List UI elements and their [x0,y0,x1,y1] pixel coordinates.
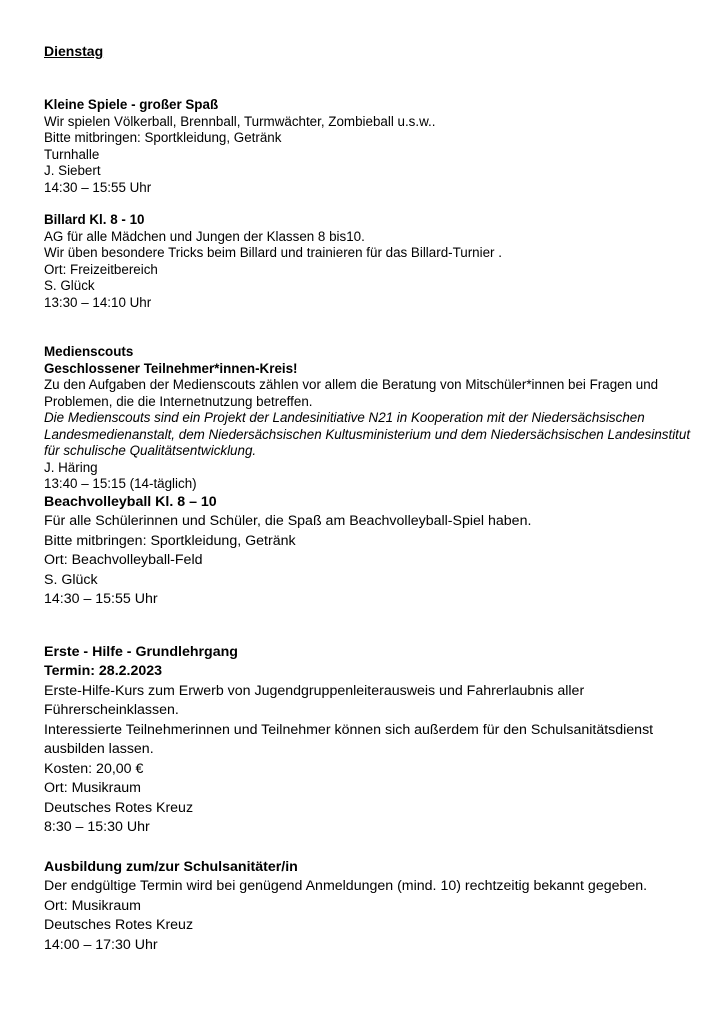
section-title: Beachvolleyball Kl. 8 – 10 [44,493,217,510]
section-time: 14:00 – 17:30 Uhr [44,936,158,953]
section-time: 14:30 – 15:55 Uhr [44,591,158,607]
section-subtitle: Geschlossener Teilnehmer*innen-Kreis! [44,360,298,376]
section-organizer: Deutsches Rotes Kreuz [44,799,194,816]
section-time: 13:30 – 14:10 Uhr [44,294,152,310]
document-page [44,42,704,955]
section-billard [44,212,704,311]
section-time: 13:40 – 15:15 (14-täglich) [44,476,197,491]
section-title: Erste - Hilfe - Grundlehrgang [44,643,238,660]
section-cost: Kosten: 20,00 € [44,760,144,777]
section-title: Billard Kl. 8 - 10 [44,212,145,227]
section-organizer: Deutsches Rotes Kreuz [44,917,194,933]
section-medienscouts [44,344,704,493]
section-place: Ort: Freizeitbereich [44,261,158,277]
section-place: Ort: Musikraum [44,780,141,796]
section-title: Kleine Spiele - großer Spaß [44,97,219,112]
section-time: 14:30 – 15:55 Uhr [44,179,152,195]
section-teacher: J. Siebert [44,163,101,178]
section-place: Ort: Beachvolleyball-Feld [44,552,203,568]
section-description: Wir üben besondere Tricks beim Billard und trainieren für das Billard-Turnier . [44,245,502,260]
section-time: 8:30 – 15:30 Uhr [44,819,150,835]
section-beachvolleyball [44,493,704,610]
section-description: Der endgültige Termin wird bei genügend Anmeldungen (mind. 10) rechtzeitig bekannt gegeben. [44,878,648,894]
section-description: Für alle Schülerinnen und Schüler, die Spaß am Beachvolleyball-Spiel haben. [44,513,532,529]
section-teacher: J. Häring [44,459,98,475]
section-description: AG für alle Mädchen und Jungen der Klassen 8 bis10. [44,228,365,244]
day-heading: Dienstag [44,43,104,59]
section-schulsanitaeter [44,858,704,956]
section-teacher: S. Glück [44,278,95,293]
section-teacher: S. Glück [44,571,98,588]
section-note: Die Medienscouts sind ein Projekt der Landesinitiative N21 in Kooperation mit der Niedersächsischen Landesmedienanstalt, dem Niedersächsischen Kultusministerium und dem Niedersächsischen Landesinstitut für schulische Qualitätsentwicklung. [44,410,691,458]
section-erste-hilfe [44,643,704,838]
section-place: Turnhalle [44,146,100,162]
section-title: Medienscouts [44,344,134,359]
section-date: Termin: 28.2.2023 [44,663,163,679]
section-bring: Bitte mitbringen: Sportkleidung, Getränk [44,532,296,549]
section-description: Interessierte Teilnehmerinnen und Teilnehmer können sich außerdem für den Schulsanitätsdienst ausbilden lassen. [44,721,654,757]
section-title: Ausbildung zum/zur Schulsanitäter/in [44,858,298,875]
section-description: Zu den Aufgaben der Medienscouts zählen vor allem die Beratung von Mitschüler*innen bei Fragen und Problemen, die die Internetnutzung betreffen. [44,377,659,409]
section-description: Wir spielen Völkerball, Brennball, Turmwächter, Zombieball u.s.w.. [44,113,436,129]
section-bring: Bitte mitbringen: Sportkleidung, Getränk [44,130,282,145]
section-description: Erste-Hilfe-Kurs zum Erwerb von Jugendgruppenleiterausweis und Fahrerlaubnis aller Führerscheinklassen. [44,682,585,718]
section-place: Ort: Musikraum [44,897,141,914]
section-kleine-spiele [44,97,704,196]
